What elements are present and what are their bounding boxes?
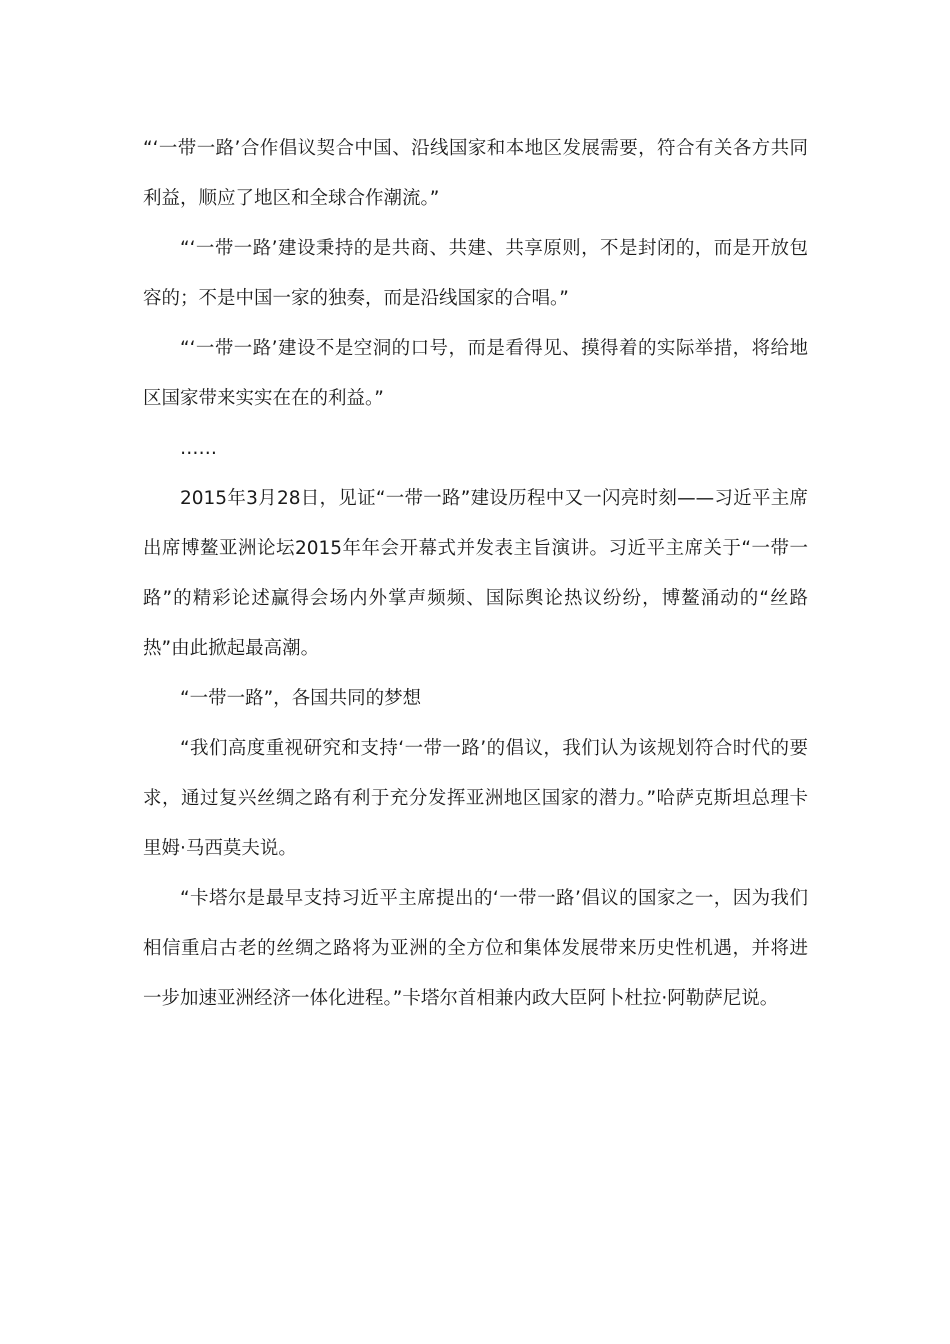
paragraph-3: “‘一带一路’建设不是空洞的口号，而是看得见、摸得着的实际举措，将给地区国家带来实实在在的利益。” [143, 338, 808, 409]
paragraph-2: “‘一带一路’建设秉持的是共商、共建、共享原则，不是封闭的，而是开放包容的；不是中国一家的独奏，而是沿线国家的合唱。” [143, 238, 808, 309]
section-heading: “一带一路”，各国共同的梦想 [180, 688, 422, 709]
paragraph-ellipsis: …… [180, 438, 217, 459]
paragraph-5: 2015年3月28日，见证“一带一路”建设历程中又一闪亮时刻——习近平主席出席博鳌亚洲论坛2015年年会开幕式并发表主旨演讲。习近平主席关于“一带一路”的精彩论述赢得会场内外掌声频频、国际舆论热议纷纷，博鳌涌动的“丝路热”由此掀起最高潮。 [143, 488, 808, 659]
document-body [143, 124, 808, 1024]
paragraph-7: “我们高度重视研究和支持‘一带一路’的倡议，我们认为该规划符合时代的要求，通过复兴丝绸之路有利于充分发挥亚洲地区国家的潜力。”哈萨克斯坦总理卡里姆·马西莫夫说。 [143, 738, 808, 859]
paragraph-8: “卡塔尔是最早支持习近平主席提出的‘一带一路’倡议的国家之一，因为我们相信重启古老的丝绸之路将为亚洲的全方位和集体发展带来历史性机遇，并将进一步加速亚洲经济一体化进程。”卡塔尔首相兼内政大臣阿卜杜拉·阿勒萨尼说。 [143, 888, 808, 1009]
paragraph-1: “‘一带一路’合作倡议契合中国、沿线国家和本地区发展需要，符合有关各方共同利益，顺应了地区和全球合作潮流。” [143, 138, 808, 209]
